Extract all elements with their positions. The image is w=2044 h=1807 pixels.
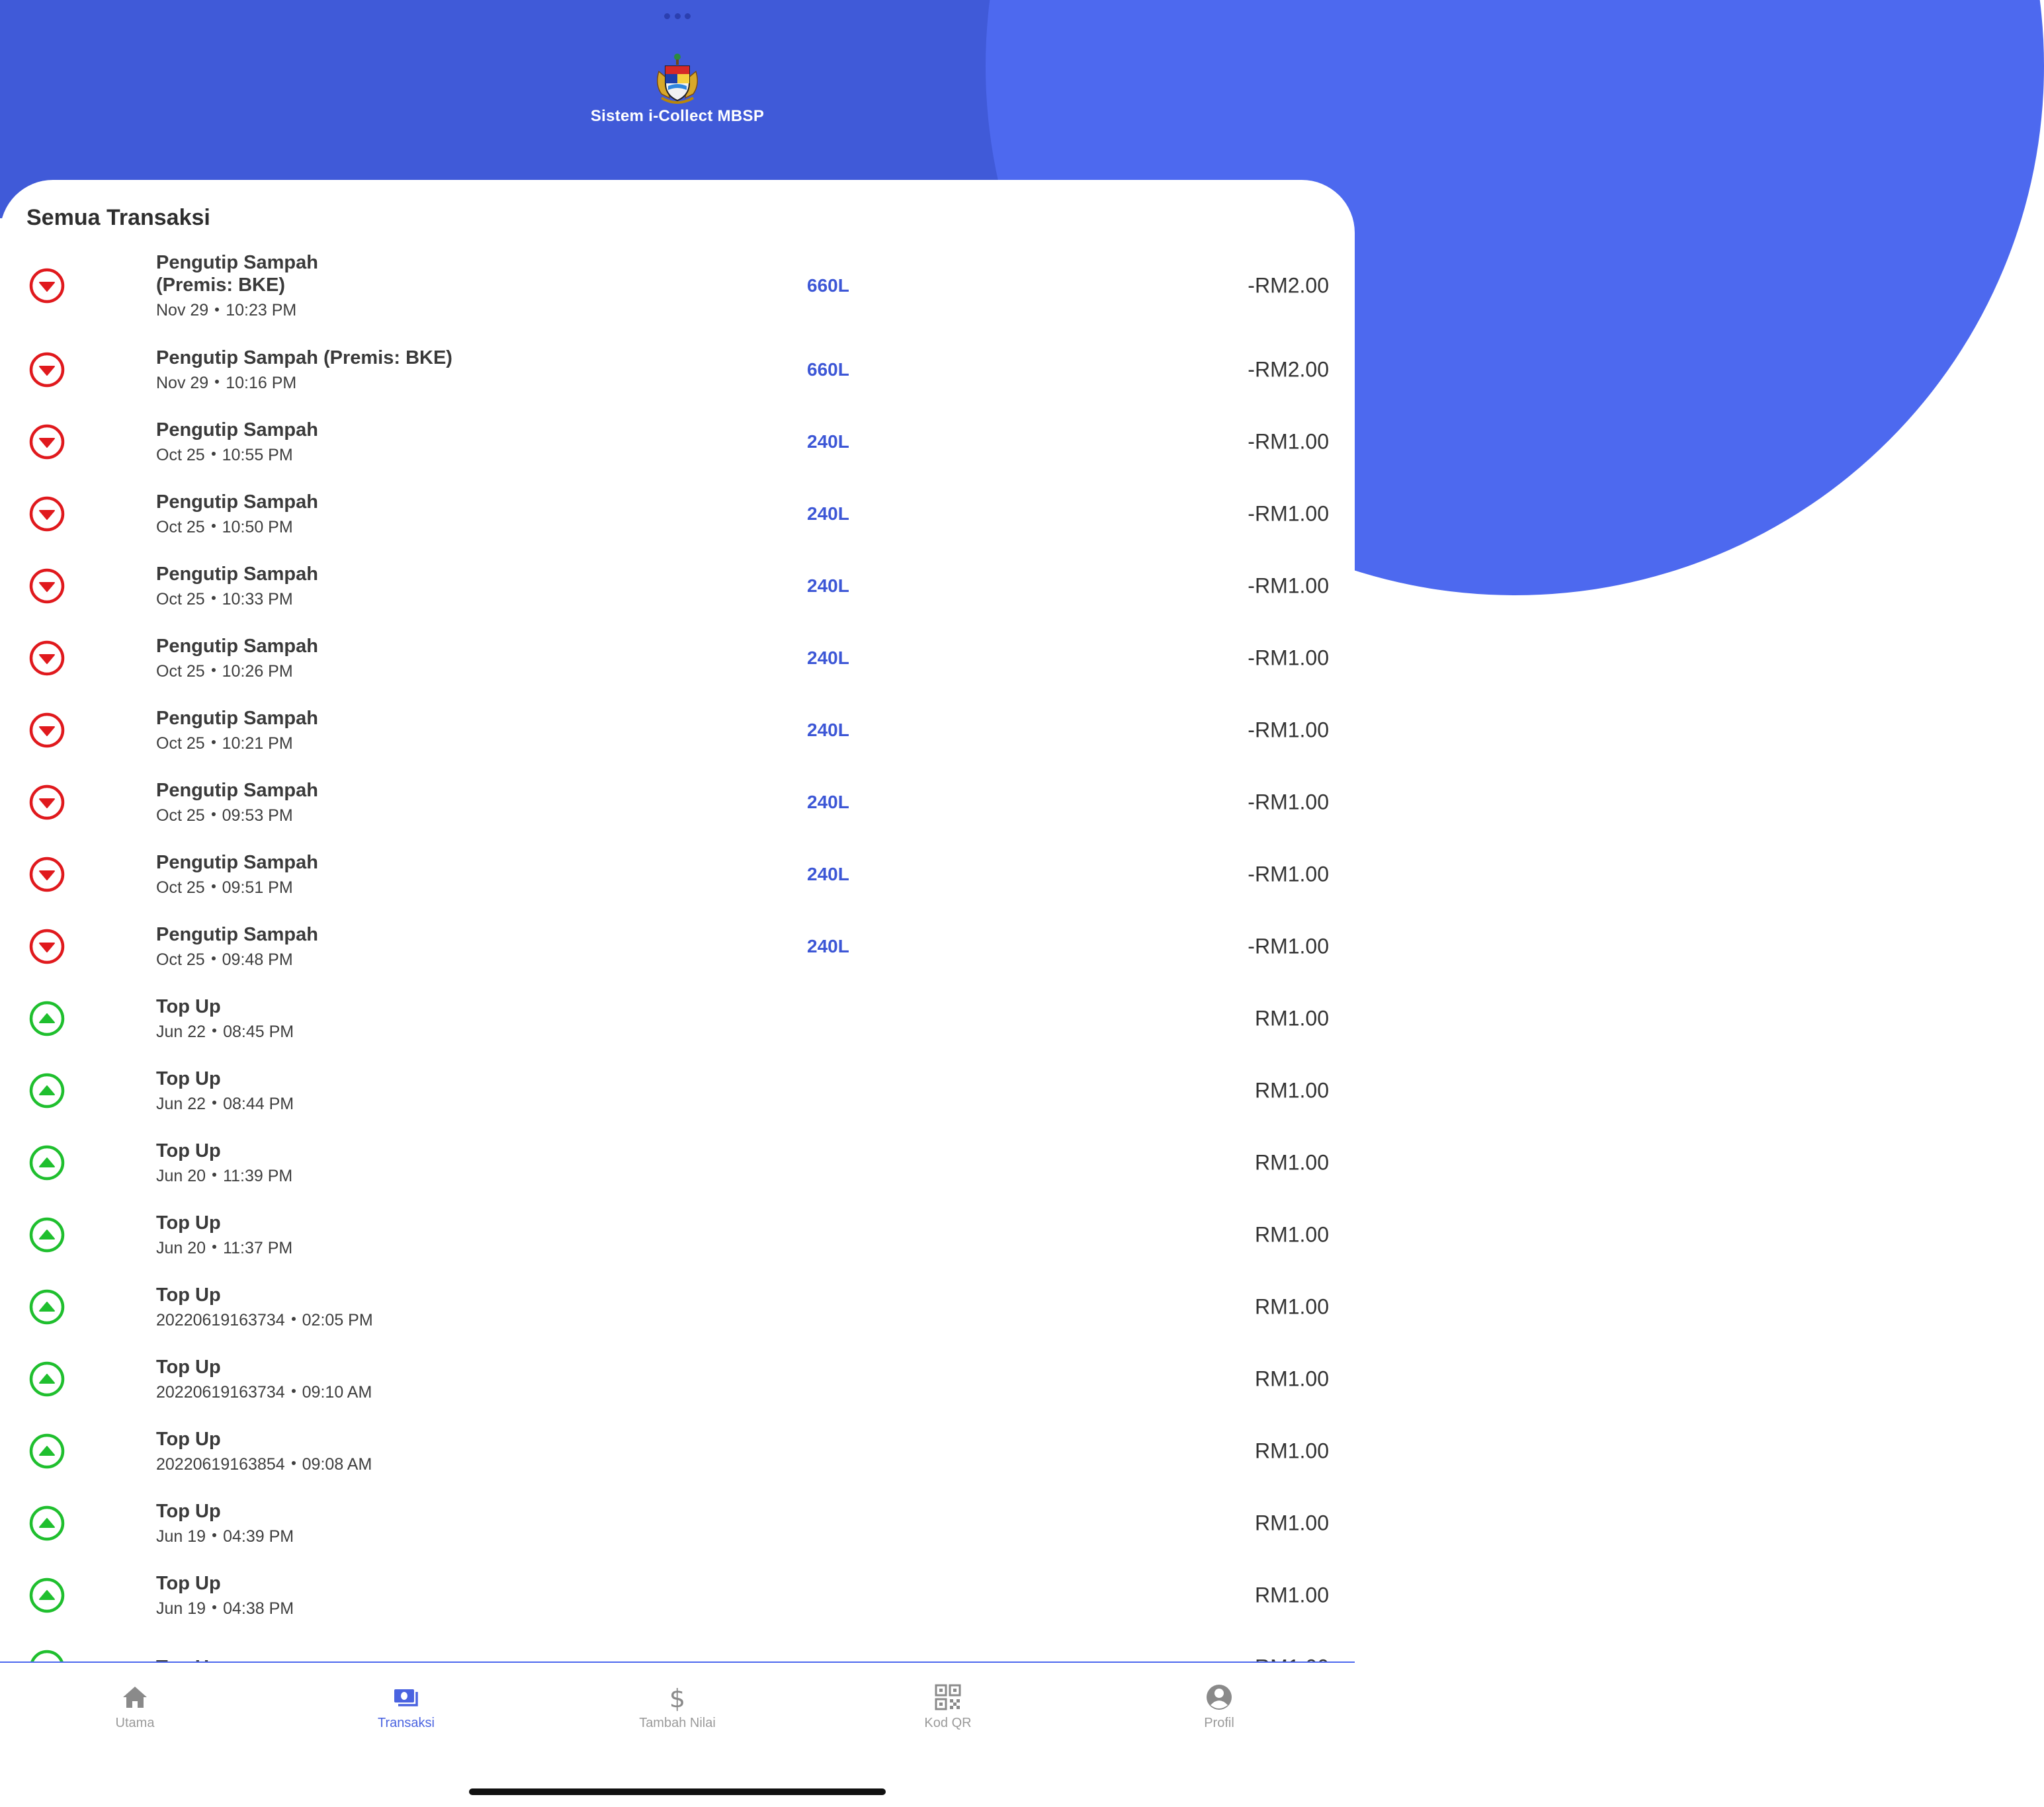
transaction-details [156, 347, 619, 393]
transaction-details [156, 563, 619, 609]
transaction-row[interactable] [0, 910, 1355, 982]
transaction-amount: RM1.00 [1254, 1006, 1329, 1030]
home-indicator[interactable] [469, 1788, 886, 1795]
transaction-date: Jun 20 [156, 1166, 206, 1185]
transaction-time: 11:37 PM [223, 1238, 293, 1257]
transaction-date: Jun 20 [156, 1238, 206, 1257]
transaction-amount: RM1.00 [1254, 1583, 1329, 1607]
multitasking-dots-icon[interactable] [664, 12, 691, 20]
separator-dot [212, 1605, 216, 1609]
transaction-time: 10:33 PM [222, 589, 293, 609]
arrow-up-circle-icon [28, 1072, 65, 1109]
transaction-amount: -RM1.00 [1248, 790, 1329, 814]
separator-dot [215, 380, 219, 384]
transaction-datetime [156, 661, 619, 681]
transaction-date: Oct 25 [156, 661, 205, 681]
arrow-up-circle-icon [28, 1216, 65, 1253]
transaction-datetime [156, 1454, 619, 1474]
tab-kod-qr[interactable] [882, 1683, 1014, 1731]
transaction-date: Jun 22 [156, 1094, 206, 1113]
separator-dot [212, 740, 216, 744]
transaction-date: Jun 22 [156, 1022, 206, 1041]
transaction-title: Pengutip Sampah [156, 707, 318, 729]
transaction-date: Nov 29 [156, 301, 209, 319]
tab-label: Transaksi [378, 1716, 435, 1730]
arrow-down-circle-icon [28, 928, 65, 965]
transaction-datetime [156, 373, 619, 393]
transaction-details [156, 635, 619, 681]
separator-dot [292, 1389, 296, 1393]
bin-size: 240L [807, 935, 849, 956]
transaction-amount: -RM2.00 [1248, 357, 1329, 381]
transaction-date: Oct 25 [156, 806, 205, 825]
separator-dot [212, 1029, 216, 1032]
separator-dot [215, 308, 219, 312]
transaction-time: 09:08 AM [302, 1454, 372, 1474]
transactions-sheet [0, 180, 1355, 1661]
transaction-title: Top Up [156, 1500, 221, 1522]
tab-label: Utama [115, 1716, 155, 1730]
transaction-amount: RM1.00 [1254, 1150, 1329, 1174]
transaction-time: 08:44 PM [223, 1094, 294, 1113]
transaction-title: Pengutip Sampah [156, 635, 318, 657]
transaction-details [156, 419, 619, 465]
transaction-datetime [156, 1022, 619, 1042]
transaction-datetime [156, 1094, 619, 1114]
arrow-down-circle-icon [28, 423, 65, 460]
transaction-title: Pengutip Sampah [156, 923, 318, 945]
transaction-time: 10:50 PM [222, 517, 293, 536]
transaction-amount: -RM1.00 [1248, 429, 1329, 453]
transaction-date: Oct 25 [156, 517, 205, 536]
transaction-title: Pengutip Sampah [156, 779, 318, 801]
transaction-details [156, 491, 619, 537]
transaction-datetime [156, 445, 619, 465]
transaction-title: Pengutip Sampah [156, 851, 318, 873]
transaction-datetime [156, 1166, 619, 1186]
arrow-down-circle-icon [28, 351, 65, 388]
transaction-details [156, 1212, 619, 1258]
transaction-title: Pengutip Sampah (Premis: BKE) [156, 347, 452, 368]
bin-size: 240L [807, 863, 849, 884]
transaction-time: 09:51 PM [222, 878, 293, 897]
tab-tambah-nilai[interactable] [611, 1683, 744, 1731]
transaction-row[interactable] [0, 405, 1355, 478]
transaction-title: Pengutip Sampah [156, 491, 318, 513]
transaction-datetime [156, 878, 619, 898]
transaction-details [156, 1356, 619, 1402]
tab-transaksi[interactable] [340, 1683, 472, 1731]
transaction-title: Top Up [156, 1356, 221, 1378]
arrow-down-circle-icon [28, 640, 65, 677]
transaction-amount: RM1.00 [1254, 1366, 1329, 1390]
transaction-title: Top Up [156, 995, 221, 1017]
transaction-amount: -RM1.00 [1248, 501, 1329, 525]
transaction-title: Pengutip Sampah [156, 563, 318, 585]
arrow-up-circle-icon [28, 1433, 65, 1470]
transaction-row[interactable] [0, 838, 1355, 910]
transaction-date: Jun 19 [156, 1527, 206, 1546]
separator-dot [212, 884, 216, 888]
home-icon [120, 1683, 149, 1712]
transaction-date: Oct 25 [156, 445, 205, 464]
transaction-date: 20220619163734 [156, 1382, 285, 1402]
transaction-details [156, 1572, 619, 1618]
transaction-row[interactable] [0, 1054, 1355, 1126]
transaction-time: 09:10 AM [302, 1382, 372, 1402]
transaction-details [156, 779, 619, 825]
transaction-date: Oct 25 [156, 950, 205, 969]
arrow-up-circle-icon [28, 1000, 65, 1037]
mbsp-crest-logo [650, 52, 705, 107]
transaction-details [156, 851, 619, 898]
transaction-details [156, 1284, 619, 1330]
arrow-down-circle-icon [28, 784, 65, 821]
transaction-row[interactable] [0, 1198, 1355, 1271]
separator-dot [212, 668, 216, 672]
transaction-row[interactable] [0, 550, 1355, 622]
tab-label: Tambah Nilai [639, 1716, 716, 1730]
transaction-datetime [156, 300, 341, 320]
transaction-title: Top Up [156, 1572, 221, 1594]
tab-utama[interactable] [69, 1683, 201, 1731]
transaction-amount: RM1.00 [1254, 1222, 1329, 1246]
transaction-time: 11:39 PM [223, 1166, 293, 1185]
separator-dot [212, 524, 216, 528]
transaction-date: Oct 25 [156, 878, 205, 897]
transaction-time: 08:45 PM [223, 1022, 294, 1041]
transaction-datetime [156, 1527, 619, 1546]
transaction-datetime [156, 806, 619, 825]
transaction-time: 04:39 PM [223, 1527, 294, 1546]
arrow-down-circle-icon [28, 712, 65, 749]
transaction-date: Oct 25 [156, 589, 205, 609]
transaction-details [156, 251, 341, 320]
transaction-amount: -RM1.00 [1248, 646, 1329, 669]
profile-icon [1205, 1683, 1234, 1712]
transaction-amount: -RM1.00 [1248, 573, 1329, 597]
transaction-title: Top Up [156, 1068, 221, 1089]
arrow-up-circle-icon [28, 1577, 65, 1614]
transaction-datetime [156, 950, 619, 970]
transaction-row[interactable] [0, 238, 1355, 333]
transaction-time: 10:16 PM [226, 373, 297, 392]
bin-size: 240L [807, 503, 849, 524]
transaction-row[interactable] [0, 1487, 1355, 1559]
transaction-amount: -RM2.00 [1248, 273, 1329, 298]
transaction-time: 04:38 PM [223, 1599, 294, 1618]
transaction-amount: -RM1.00 [1248, 718, 1329, 741]
dollar-icon [663, 1683, 692, 1712]
separator-dot [212, 956, 216, 960]
arrow-up-circle-icon [28, 1144, 65, 1181]
separator-dot [212, 1173, 216, 1177]
transaction-datetime [156, 1599, 619, 1618]
transaction-datetime [156, 589, 619, 609]
transaction-details [156, 707, 619, 753]
svg-text:$: $ [669, 1684, 686, 1713]
transaction-datetime [156, 1382, 619, 1402]
transaction-row[interactable] [0, 622, 1355, 694]
transaction-date: Jun 19 [156, 1599, 206, 1618]
arrow-up-circle-icon [28, 1505, 65, 1542]
transaction-amount: RM1.00 [1254, 1511, 1329, 1534]
arrow-down-circle-icon [28, 856, 65, 893]
bin-size: 240L [807, 575, 849, 596]
transaction-amount: -RM1.00 [1248, 862, 1329, 886]
arrow-down-circle-icon [28, 267, 65, 304]
transaction-amount: RM1.00 [1254, 1294, 1329, 1318]
qr-code-icon [933, 1683, 962, 1712]
transaction-row[interactable] [0, 1559, 1355, 1631]
bin-size: 240L [807, 719, 849, 740]
transaction-row[interactable] [0, 478, 1355, 550]
transaction-amount: RM1.00 [1254, 1439, 1329, 1462]
transaction-amount: RM1.00 [1254, 1078, 1329, 1102]
arrow-down-circle-icon [28, 567, 65, 605]
separator-dot [292, 1317, 296, 1321]
transaction-details [156, 1140, 619, 1186]
bottom-tab-bar [0, 1661, 1355, 1807]
transaction-row[interactable] [0, 1343, 1355, 1415]
transaction-title: Top Up [156, 1428, 221, 1450]
bin-size: 240L [807, 791, 849, 812]
transaction-amount: -RM1.00 [1248, 934, 1329, 958]
section-title: Semua Transaksi [26, 205, 210, 230]
transaction-time: 02:05 PM [302, 1310, 373, 1329]
arrow-up-circle-icon [28, 1288, 65, 1325]
transaction-row[interactable] [0, 982, 1355, 1054]
separator-dot [212, 452, 216, 456]
transaction-details [156, 923, 619, 970]
transaction-row[interactable] [0, 766, 1355, 838]
arrow-down-circle-icon [28, 495, 65, 532]
transaction-datetime [156, 517, 619, 537]
transaction-details [156, 995, 619, 1042]
separator-dot [292, 1461, 296, 1465]
transaction-time: 10:55 PM [222, 445, 293, 464]
transaction-list[interactable] [0, 238, 1355, 1703]
arrow-up-circle-icon [28, 1361, 65, 1398]
tab-profil[interactable] [1153, 1683, 1285, 1731]
bin-size: 240L [807, 431, 849, 452]
transaction-row[interactable] [0, 1271, 1355, 1343]
transaction-row[interactable] [0, 694, 1355, 766]
transaction-title: Pengutip Sampah (Premis: BKE) [156, 252, 318, 296]
transaction-date: Nov 29 [156, 373, 209, 392]
transaction-datetime [156, 1238, 619, 1258]
separator-dot [212, 1101, 216, 1105]
separator-dot [212, 812, 216, 816]
transaction-date: 20220619163854 [156, 1454, 285, 1474]
transaction-time: 09:53 PM [222, 806, 293, 825]
transaction-details [156, 1068, 619, 1114]
transaction-time: 10:23 PM [226, 301, 297, 319]
transaction-row[interactable] [0, 1415, 1355, 1487]
transaction-row[interactable] [0, 1126, 1355, 1198]
transaction-date: 20220619163734 [156, 1310, 285, 1329]
separator-dot [212, 596, 216, 600]
app-title: Sistem i-Collect MBSP [590, 107, 765, 125]
transaction-date: Oct 25 [156, 734, 205, 753]
transaction-title: Top Up [156, 1212, 221, 1234]
bin-size: 240L [807, 647, 849, 668]
transaction-time: 10:26 PM [222, 661, 293, 681]
tab-label: Profil [1204, 1716, 1234, 1730]
separator-dot [212, 1533, 216, 1537]
separator-dot [212, 1245, 216, 1249]
transaction-row[interactable] [0, 333, 1355, 405]
transaction-details [156, 1500, 619, 1546]
transaction-details [156, 1428, 619, 1474]
transaction-title: Top Up [156, 1140, 221, 1161]
tab-label: Kod QR [924, 1716, 972, 1730]
transaction-time: 10:21 PM [222, 734, 293, 753]
cash-icon [392, 1683, 421, 1712]
transaction-title: Pengutip Sampah [156, 419, 318, 441]
transaction-title: Top Up [156, 1284, 221, 1306]
bin-size: 660L [807, 275, 849, 296]
transaction-datetime [156, 1310, 619, 1330]
transaction-time: 09:48 PM [222, 950, 293, 969]
bin-size: 660L [807, 358, 849, 380]
transaction-datetime [156, 734, 619, 753]
